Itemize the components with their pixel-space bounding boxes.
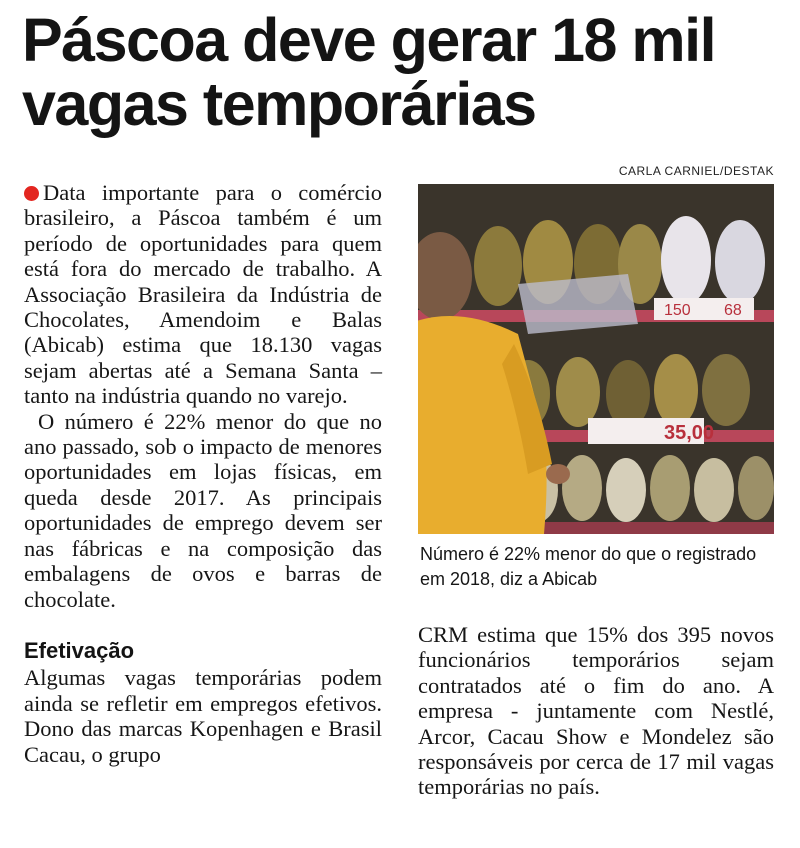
price-tag-68: 68 [724,302,742,319]
photo-credit: CARLA CARNIEL/DESTAK [618,164,774,178]
red-bullet-icon [24,186,39,201]
price-tag-35: 35,00 [664,422,715,444]
article-column-left [24,180,382,767]
article-photo [418,184,774,534]
article-column-right [418,622,774,800]
paragraph-1 [24,180,382,409]
headline: Páscoa deve gerar 18 mil vagas temporárias [22,6,716,138]
price-tag-150: 150 [664,302,691,319]
paragraph-4: CRM estima que 15% dos 395 novos funcionários temporários sejam contratados até o fim do ano. A empresa - juntamente com Nestlé, Arcor, Cacau Show e Mondelez são responsáveis por cerca de 17 mil vagas temporárias no país. [418,622,774,800]
paragraph-1-text: Data importante para o comércio brasileiro, a Páscoa também é um período de oportunidades para quem está fora do mercado de trabalho. A Associação Brasileira da Indústria de Chocolates, Amendoim e Balas (Abicab) estima que 18.130 vagas sejam abertas até a Semana Santa – tanto na indústria quando no varejo. [24,180,382,409]
easter-eggs-shelf-photo [418,184,774,534]
paragraph-3: Algumas vagas temporárias podem ainda se refletir em empregos efetivos. Dono das marcas Kopenhagen e Brasil Cacau, o grupo [24,665,382,767]
paragraph-2: O número é 22% menor do que no ano passado, sob o impacto de menores oportunidades em lojas físicas, em queda desde 2017. As principais oportunidades de emprego devem ser nas fábricas e na composição das embalagens de ovos e barras de chocolate. [24,408,382,612]
photo-caption: Número é 22% menor do que o registrado em 2018, diz a Abicab [420,544,757,589]
section-subhead: Efetivação [24,637,135,663]
